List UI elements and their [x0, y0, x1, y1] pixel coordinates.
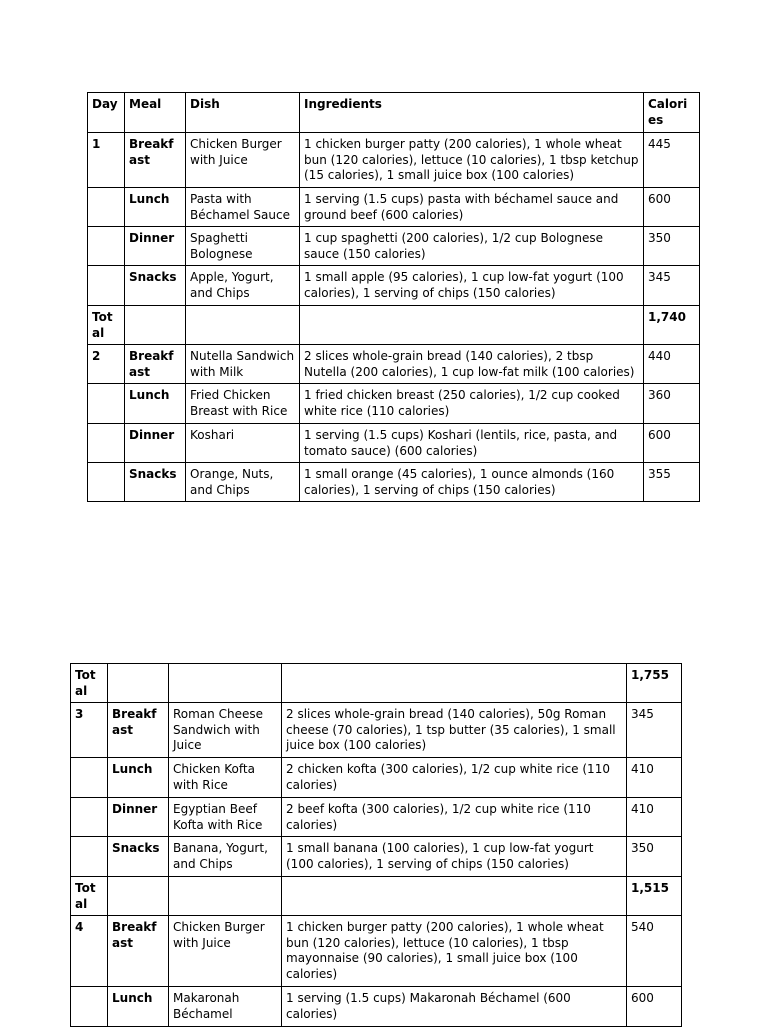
cell-meal: Lunch — [125, 188, 186, 227]
table-header-row — [88, 93, 700, 133]
cell-day: 3 — [71, 703, 108, 758]
cell-meal: Snacks — [125, 266, 186, 306]
table-row — [71, 987, 682, 1027]
cell-dish: Koshari — [186, 424, 300, 463]
cell-calories: 360 — [644, 384, 700, 424]
cell-ingredients: 1 chicken burger patty (200 calories), 1 whole wheat bun (120 calories), lettuce (10 calories), 1 tbsp mayonnaise (90 calories), 1 small juice box (100 calories) — [282, 916, 627, 987]
table-row — [88, 266, 700, 306]
cell-day — [88, 424, 125, 463]
cell-day — [71, 758, 108, 798]
cell-ingredients: 1 small apple (95 calories), 1 cup low-fat yogurt (100 calories), 1 serving of chips (150 calories) — [300, 266, 644, 306]
cell-ingredients: 1 serving (1.5 cups) Makaronah Béchamel (600 calories) — [282, 987, 627, 1027]
cell-dish: Fried Chicken Breast with Rice — [186, 384, 300, 424]
cell-day — [88, 266, 125, 306]
cell-calories: 540 — [627, 916, 682, 987]
cell-ingredients — [300, 306, 644, 345]
cell-dish: Chicken Burger with Juice — [186, 133, 300, 188]
cell-calories: 440 — [644, 345, 700, 384]
cell-meal: Breakf ast — [125, 345, 186, 384]
cell-calories: 350 — [644, 227, 700, 266]
cell-day: Tot al — [88, 306, 125, 345]
table-row — [88, 384, 700, 424]
cell-day — [88, 188, 125, 227]
table-row — [88, 227, 700, 266]
table-row — [88, 463, 700, 502]
cell-ingredients: 2 slices whole-grain bread (140 calories), 50g Roman cheese (70 calories), 1 tsp butter (35 calories), 1 small juice box (100 calories) — [282, 703, 627, 758]
header-dish: Dish — [186, 93, 300, 133]
header-day: Day — [88, 93, 125, 133]
cell-ingredients — [282, 664, 627, 703]
cell-calories: 445 — [644, 133, 700, 188]
cell-meal: Breakf ast — [108, 916, 169, 987]
cell-calories: 600 — [627, 987, 682, 1027]
cell-ingredients: 1 cup spaghetti (200 calories), 1/2 cup Bolognese sauce (150 calories) — [300, 227, 644, 266]
cell-ingredients: 1 small banana (100 calories), 1 cup low-fat yogurt (100 calories), 1 serving of chips (150 calories) — [282, 837, 627, 877]
cell-meal: Dinner — [125, 227, 186, 266]
table-row — [88, 345, 700, 384]
table-row — [71, 798, 682, 837]
cell-ingredients: 1 serving (1.5 cups) pasta with béchamel sauce and ground beef (600 calories) — [300, 188, 644, 227]
cell-calories: 345 — [644, 266, 700, 306]
cell-dish: Chicken Kofta with Rice — [169, 758, 282, 798]
cell-day: 2 — [88, 345, 125, 384]
cell-meal: Lunch — [125, 384, 186, 424]
cell-dish — [169, 664, 282, 703]
cell-day — [88, 227, 125, 266]
cell-ingredients: 1 serving (1.5 cups) Koshari (lentils, rice, pasta, and tomato sauce) (600 calories) — [300, 424, 644, 463]
table-row — [71, 758, 682, 798]
table-row — [71, 703, 682, 758]
cell-dish: Pasta with Béchamel Sauce — [186, 188, 300, 227]
cell-meal — [108, 664, 169, 703]
table-row — [88, 133, 700, 188]
cell-day — [88, 463, 125, 502]
table-row — [88, 188, 700, 227]
total-row — [71, 664, 682, 703]
cell-day: Tot al — [71, 877, 108, 916]
meal-plan-table-days-1-2 — [87, 92, 700, 502]
cell-meal: Dinner — [125, 424, 186, 463]
cell-dish: Spaghetti Bolognese — [186, 227, 300, 266]
cell-meal: Snacks — [108, 837, 169, 877]
cell-dish: Egyptian Beef Kofta with Rice — [169, 798, 282, 837]
cell-day: 1 — [88, 133, 125, 188]
header-calories: Calori es — [644, 93, 700, 133]
cell-calories-total: 1,515 — [627, 877, 682, 916]
header-ingredients: Ingredients — [300, 93, 644, 133]
cell-day — [71, 837, 108, 877]
cell-calories: 350 — [627, 837, 682, 877]
cell-dish: Apple, Yogurt, and Chips — [186, 266, 300, 306]
total-row — [71, 877, 682, 916]
cell-day: 4 — [71, 916, 108, 987]
cell-meal: Snacks — [125, 463, 186, 502]
cell-calories: 410 — [627, 798, 682, 837]
cell-meal: Lunch — [108, 758, 169, 798]
meal-plan-table-days-3-4 — [70, 663, 682, 1027]
cell-dish: Banana, Yogurt, and Chips — [169, 837, 282, 877]
cell-meal — [108, 877, 169, 916]
cell-ingredients: 2 chicken kofta (300 calories), 1/2 cup white rice (110 calories) — [282, 758, 627, 798]
cell-day: Tot al — [71, 664, 108, 703]
cell-calories: 345 — [627, 703, 682, 758]
cell-day — [88, 384, 125, 424]
cell-ingredients: 2 slices whole-grain bread (140 calories), 2 tbsp Nutella (200 calories), 1 cup low-fat milk (100 calories) — [300, 345, 644, 384]
cell-ingredients: 1 fried chicken breast (250 calories), 1/2 cup cooked white rice (110 calories) — [300, 384, 644, 424]
cell-dish — [169, 877, 282, 916]
cell-calories: 600 — [644, 424, 700, 463]
table-row — [71, 916, 682, 987]
cell-dish: Makaronah Béchamel — [169, 987, 282, 1027]
table-row — [88, 424, 700, 463]
cell-meal: Dinner — [108, 798, 169, 837]
cell-ingredients — [282, 877, 627, 916]
cell-meal: Breakf ast — [108, 703, 169, 758]
cell-meal: Lunch — [108, 987, 169, 1027]
cell-calories-total: 1,755 — [627, 664, 682, 703]
header-meal: Meal — [125, 93, 186, 133]
cell-calories: 355 — [644, 463, 700, 502]
cell-calories: 410 — [627, 758, 682, 798]
cell-ingredients: 1 chicken burger patty (200 calories), 1 whole wheat bun (120 calories), lettuce (10 calories), 1 tbsp ketchup (15 calories), 1 small juice box (100 calories) — [300, 133, 644, 188]
cell-ingredients: 1 small orange (45 calories), 1 ounce almonds (160 calories), 1 serving of chips (150 calories) — [300, 463, 644, 502]
cell-dish — [186, 306, 300, 345]
cell-dish: Roman Cheese Sandwich with Juice — [169, 703, 282, 758]
cell-day — [71, 798, 108, 837]
cell-meal: Breakf ast — [125, 133, 186, 188]
table-row — [71, 837, 682, 877]
cell-dish: Nutella Sandwich with Milk — [186, 345, 300, 384]
cell-day — [71, 987, 108, 1027]
cell-meal — [125, 306, 186, 345]
cell-dish: Chicken Burger with Juice — [169, 916, 282, 987]
total-row — [88, 306, 700, 345]
cell-dish: Orange, Nuts, and Chips — [186, 463, 300, 502]
cell-ingredients: 2 beef kofta (300 calories), 1/2 cup white rice (110 calories) — [282, 798, 627, 837]
cell-calories: 600 — [644, 188, 700, 227]
cell-calories-total: 1,740 — [644, 306, 700, 345]
